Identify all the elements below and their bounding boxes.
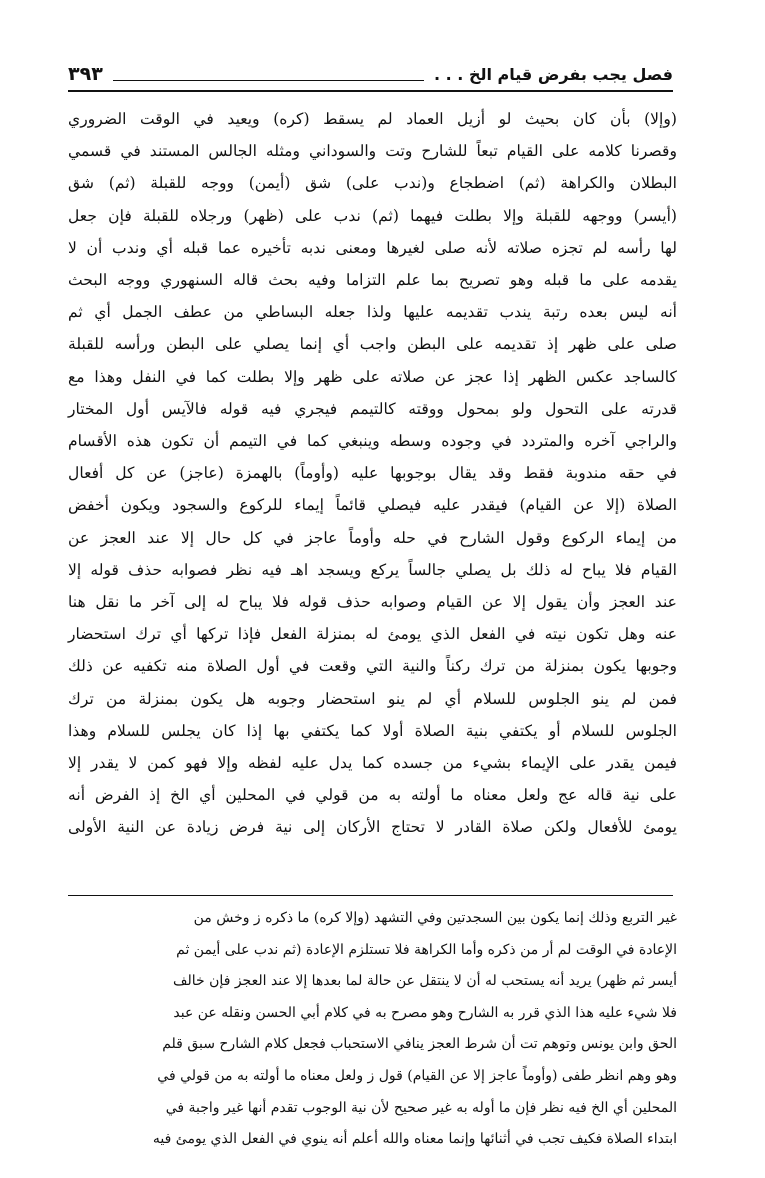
main-text-body [68, 103, 677, 844]
text-line: كالساجد عكس الظهر إذا عجز عن صلاته على ظهر وإلا بطلت كما في النفل وهذا مع [68, 367, 677, 386]
text-line: يومئ للأفعال ولكن صلاة القادر لا تحتاج الأركان إلى نية فرض زيادة عن النية الأولى [68, 818, 677, 837]
text-line: يقدمه على ما قبله وهو تصريح بما علم التزاما وفيه بحث قاله السنهوري ووجه البحث [68, 271, 677, 290]
footnote-line: ابتداء الصلاة فكيف تجب في أثنائها وإنما معناه والله أعلم أنه ينوي في الفعل الذي يومئ فيه [152, 1131, 677, 1148]
page-number: ٣٩٣ [68, 63, 103, 85]
text-line: عنه وهل تكون نيته في الفعل الذي يومئ له بمنزلة الفعل فإذا تركها أي ترك استحضار [68, 625, 677, 644]
text-line: قدرته على التحول ولو بمحول ووقته كالتيمم فيجري فيه قوله فالآيس أول المختار [68, 399, 677, 418]
text-line: (وإلا) بأن كان بحيث لو أزيل العماد لم يسقط (كره) ويعيد في الوقت الضروري [68, 110, 677, 128]
text-line: فمن لم ينو الجلوس للسلام أي لم ينو استحضار وجوبه هل يكون بمنزلة من ترك [68, 689, 677, 708]
footnote-line: غير التربع وذلك إنما يكون بين السجدتين وفي التشهد (وإلا كره) ما ذكره ز وخش من [193, 910, 677, 926]
footnotes-body [68, 903, 677, 1156]
text-line: فيمن يقدر على الإيماء بشيء من جسده كما يدل عليه لفظه وإلا فهو كمن لا يقدر إلا [68, 754, 677, 773]
text-line: على نية قاله عج ولعل معناه ما أولته به من قولي في المحلين أي الخ إذ الفرض أنه [68, 786, 677, 805]
header-leader-line [113, 80, 424, 81]
footnote-line: أيسر ثم ظهر) يريد أنه يستحب له أن لا ينتقل عن حالة لما بعدها إلا عند العجز فإن خالف [173, 973, 677, 990]
text-line: أنه ليس بعده رتبة يندب تقديمه عليها ولذا جعله البساطي من عطف الجمل أي ثم [68, 303, 677, 322]
text-line: عند العجز وأن يقول إلا عن القيام وصوابه حذف قوله فلا يباح له إلى آخر ما نقل هنا [68, 593, 677, 612]
text-line: لها رأسه لم تجزه صلاته لأنه صلى لغيرها ومعنى ندبه تأخيره عما قبله أي وندب أن لا [68, 238, 677, 257]
text-line: الصلاة (إلا عن القيام) فيقدر عليه فيصلي قائماً إيماء للركوع والسجود ويكون أخفض [68, 496, 677, 515]
text-line: البطلان والكراهة (ثم) اضطجاع و(ندب على) شق (أيمن) ووجه للقبلة (ثم) شق [68, 174, 677, 193]
text-line: وجوبها يكون بمنزلة من ترك ركناً والنية التي وقعت في أول الصلاة منه تكفيه عن ذلك [68, 657, 677, 676]
running-title: فصل يجب بفرض قيام الخ . . . [434, 64, 673, 84]
footnote-line: فلا شيء عليه هذا الذي قرر به الشارح وهو مصرح به في كلام أبي الحسن ونقله عن عبد [173, 1004, 677, 1021]
footnote-line: المحلين أي الخ فيه نظر فإن ما أوله به غير صحيح لأن نية الوجوب تقدم أنها غير واجبة في [165, 1099, 677, 1116]
text-line: وقصرنا كلامه على القيام تبعاً للشارح وتت والسوداني ومثله الجالس المستند في قسمي [68, 142, 677, 161]
text-line: في حقه مندوبة فقط وقد يقال بوجوبها عليه (وأوماً) بالهمزة (عاجز) عن كل أفعال [68, 464, 677, 483]
text-line: القيام فلا يباح له ذلك بل يصلي جالساً يركع ويسجد اهـ فيه نظر فصوابه حذف قوله إلا [68, 560, 677, 579]
text-line: من إيماء الركوع وقول الشارح في حله وأوماً عاجز في كل حال إلا عند العجز عن [68, 528, 677, 547]
text-line: والراجي آخره والمتردد في وجوده وسطه وينبغي كما في التيمم أن تكون هذه الأقسام [68, 432, 677, 451]
header-rule [68, 90, 673, 92]
text-line: (أيسر) ووجهه للقبلة وإلا بطلت فيهما (ثم) ندب على (ظهر) ورجلاه للقبلة فإن جعل [68, 206, 677, 225]
footnote-line: الحق وابن يونس وتوهم تت أن شرط العجز ينافي الاستحباب فجعل كلام الشارح سبق قلم [162, 1036, 677, 1053]
footnote-separator [68, 895, 673, 896]
text-line: الجلوس للسلام أو يكتفي بنية الصلاة أولا كما يكتفي بها إذا كان يجلس للسلام وهذا [68, 721, 677, 740]
text-line: صلى على ظهر إذ تقديمه على البطن واجب أي إنما يصلي على البطن ورأسه للقبلة [68, 335, 677, 354]
footnote-line: وهو وهم انظر طفى (وأوماً عاجز إلا عن القيام) قول ز ولعل معناه ما أولته به من قولي في [157, 1067, 677, 1084]
footnote-line: الإعادة في الوقت لم أر من ذكره وأما الكراهة فلا تستلزم الإعادة (ثم ندب على أيمن ثم [176, 941, 677, 958]
page-header [68, 60, 673, 88]
